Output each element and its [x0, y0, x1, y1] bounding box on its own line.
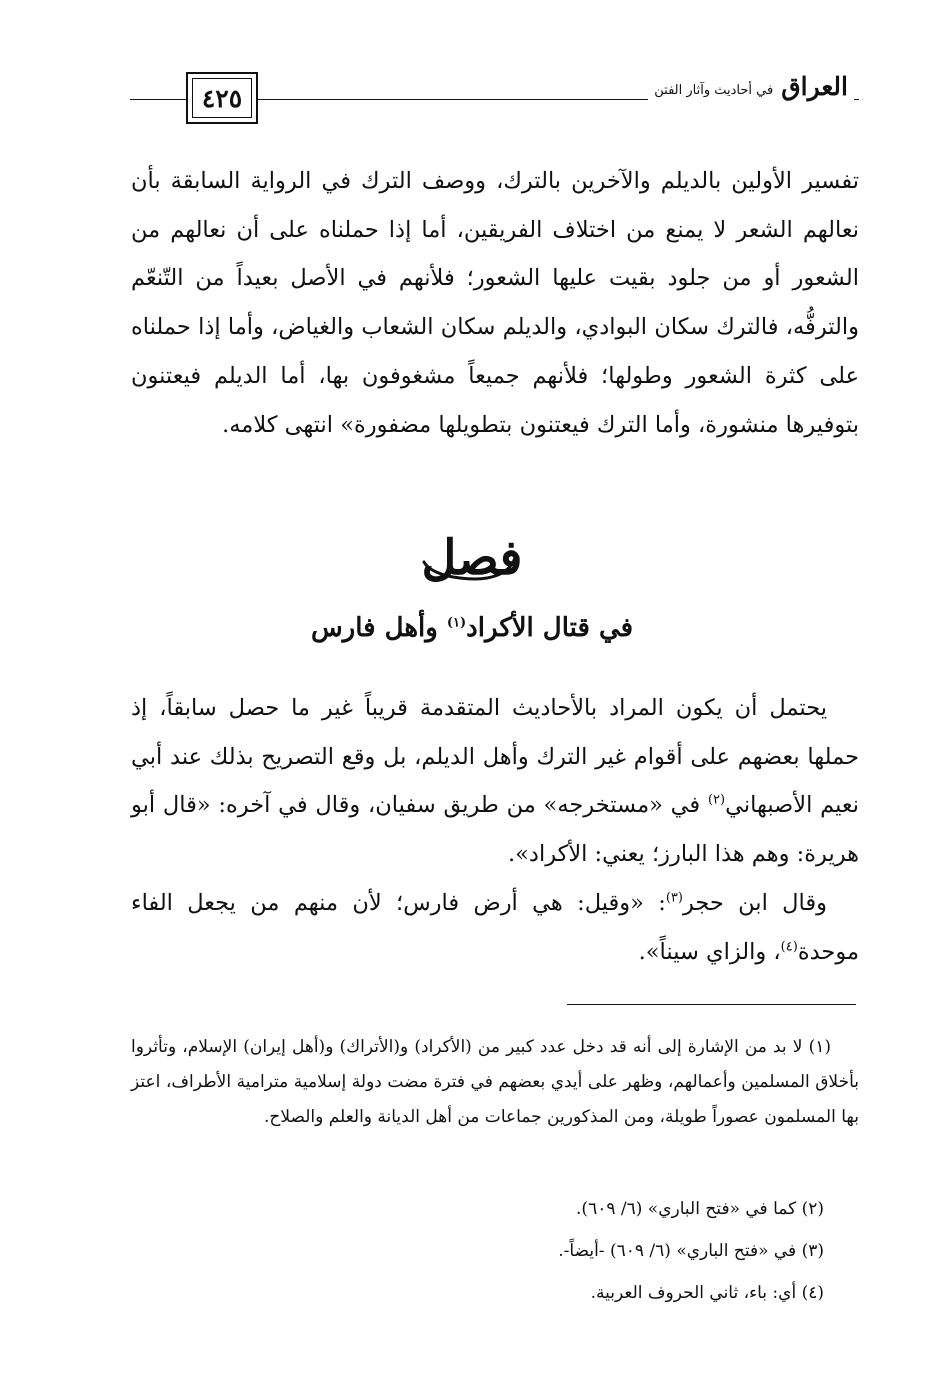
footnote-ref-2: (٢) [707, 792, 726, 808]
heading-text-2: وأهل فارس [310, 613, 447, 643]
book-subtitle: في أحاديث وآثار الفتن [654, 83, 774, 98]
section-heading [0, 606, 944, 650]
heading-text-1: في قتال الأكراد [466, 613, 634, 643]
paragraph-3-text-a: وقال ابن حجر [682, 890, 827, 916]
paragraph-3-text-c: ، والزاي سيناً». [638, 938, 781, 965]
running-title [648, 72, 854, 102]
paragraph-1: تفسير الأولين بالديلم والآخرين بالترك، ووصف الترك في الرواية السابقة بأن نعالهم الشعر لا يمنع من اختلاف الفريقين، أما إذا حملناه على أن نعالهم من الشعور أو من جلود بقيت عليها الشعور؛ فلأنهم في الأصل بعيداً من التّنعّم والترفُّه، فالترك سكان البوادي، والديلم سكان الشعاب والغياض، وأما إذا حملناه على كثرة الشعور وطولها؛ فلأنهم جميعاً مشغوفون بها، أما الديلم فيعتنون بتوفيرها منشورة، وأما الترك فيعتنون بتطويلها مضفورة» انتهى كلامه. [131, 168, 859, 438]
paragraph-2 [131, 684, 859, 878]
page-number-box [186, 72, 258, 124]
footnote-ref-4: (٤) [780, 939, 798, 954]
footnote-2: (٢) كما في «فتح الباري» (٦/ ٦٠٩). [576, 1199, 824, 1219]
paragraph-2-text-b: في «مستخرجه» من طريق سفيان، وقال في آخره: «قال أبو هريرة: وهم هذا البارز؛ يعني: الأكراد». [131, 792, 859, 867]
paragraph-3-text-b: : «وقيل: هي أرض فارس؛ لأن منهم من يجعل الفاء موحدة [131, 890, 859, 965]
book-title: العراق [781, 72, 848, 101]
section-ornament-word: فصل [421, 530, 523, 586]
page-number: ٤٢٥ [192, 78, 252, 118]
footnote-1-text: (١) لا بد من الإشارة إلى أنه قد دخل عدد كبير من (الأكراد) و(الأتراك) و(أهل إيران) الإسلام، وتأثروا بأخلاق المسلمين وأعمالهم، وظهر على أيدي بعضهم في فترة مضت دولة إسلامية مترامية الأطراف، اعتز بها المسلمون عصوراً طويلة، ومن المذكورين جماعات من أهل الديانة والعلم والصلاح. [131, 1037, 859, 1127]
footnote-separator [567, 1004, 856, 1005]
footnote-4: (٤) أي: باء، ثاني الحروف العربية. [590, 1283, 824, 1303]
footnote-ref-1: (١) [446, 615, 467, 631]
footnote-3: (٣) في «فتح الباري» (٦/ ٦٠٩) -أيضاً-. [558, 1241, 824, 1261]
footnote-1 [131, 1030, 859, 1135]
header-rule-left [130, 99, 187, 100]
footnote-ref-3: (٣) [665, 890, 683, 906]
paragraph-2-text-a: يحتمل أن يكون المراد بالأحاديث المتقدمة قريباً غير ما حصل سابقاً، إذ حملها بعضهم على أقوام غير الترك وأهل الديلم، بل وقع التصريح بذلك عند أبي نعيم الأصبهاني [131, 695, 859, 818]
calligraphy-swash-icon [420, 548, 520, 588]
paragraph-3 [131, 879, 859, 976]
